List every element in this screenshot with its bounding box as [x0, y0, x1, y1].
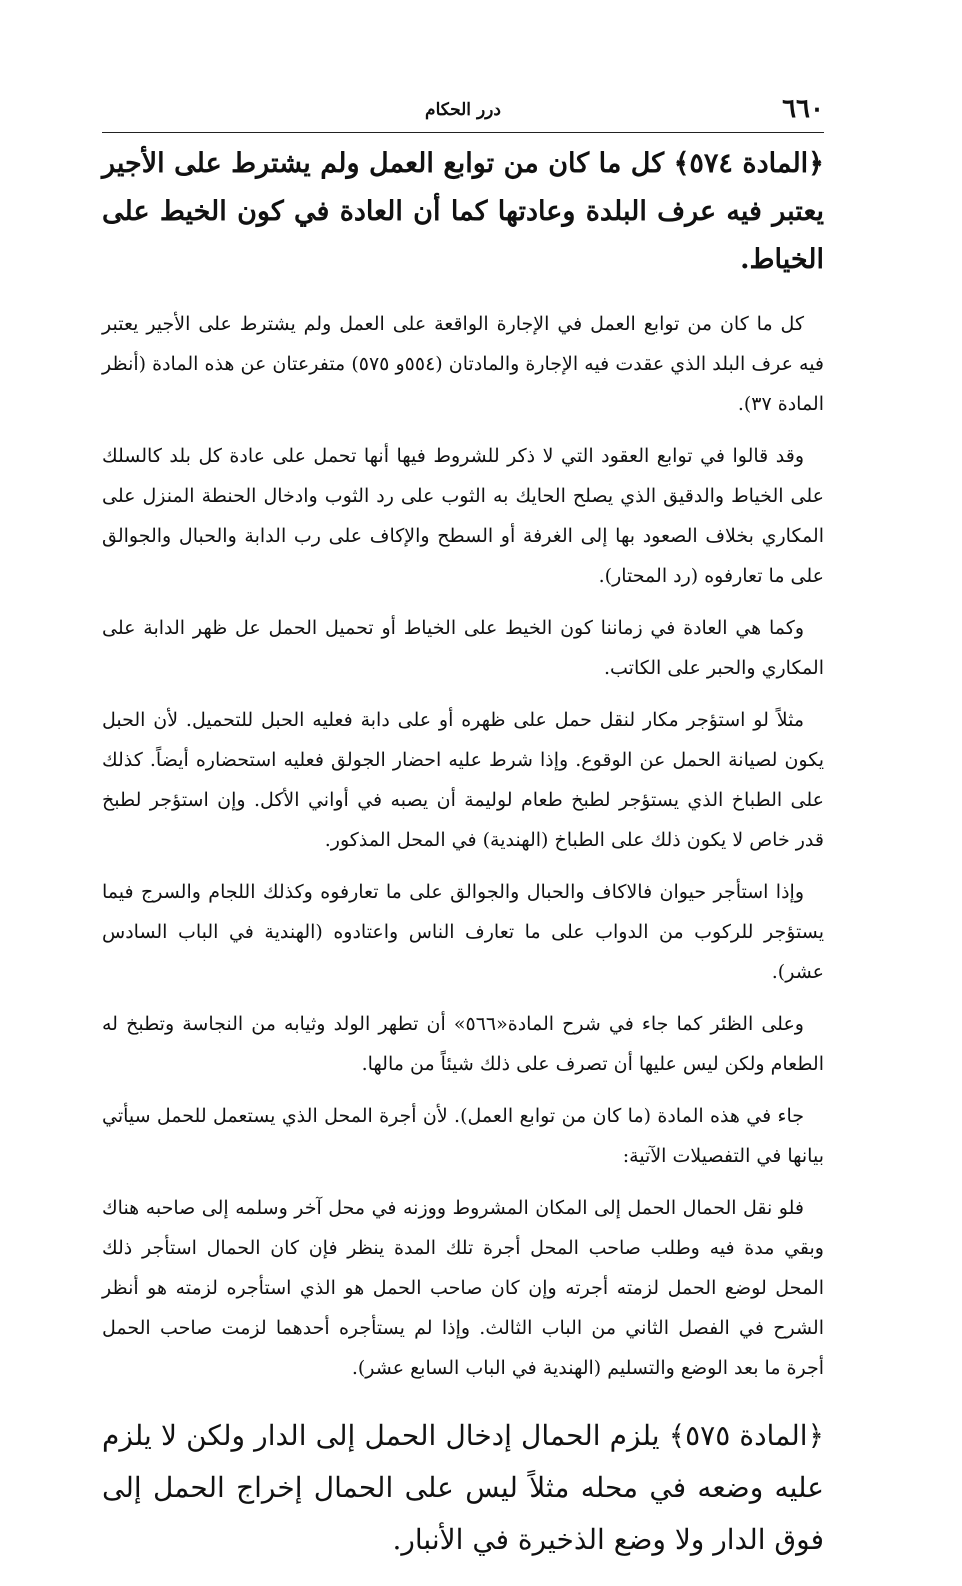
- article-575: ﴿المادة ٥٧٥﴾ يلزم الحمال إدخال الحمل إلى الدار ولكن لا يلزم عليه وضعه في محله مثلاً ليس على الحمال إخراج الحمل إلى فوق الدار ولا وضع الذخيرة في الأنبار.: [102, 1419, 824, 1556]
- paragraph: كل ما كان من توابع العمل في الإجارة الواقعة على العمل ولم يشترط على الأجير يعتبر فيه عرف البلد الذي عقدت فيه الإجارة والمادتان (٥٥٤و ٥٧٥) متفرعتان عن هذه المادة (أنظر المادة ٣٧).: [102, 313, 825, 415]
- page-header: [102, 92, 824, 133]
- paragraph: وإذا استأجر حيوان فالاكاف والحبال والجوالق على ما تعارفوه وكذلك اللجام والسرج فيما يستؤجر للركوب من الدواب على ما تعارف الناس واعتادوه (الهندية في الباب السادس عشر).: [102, 881, 824, 983]
- paragraph: وقد قالوا في توابع العقود التي لا ذكر للشروط فيها أنها تحمل على عادة كل بلد كالسلك على الخياط والدقيق الذي يصلح الحايك به الثوب على رد الثوب وادخال الحنطة المنزل على المكاري بخلاف الصعود بها إلى الغرفة أو السطح والإكاف على رب الدابة والحبال والجوالق على ما تعارفوه (رد المحتار).: [102, 445, 824, 587]
- page-body: [102, 140, 824, 1586]
- paragraph: مثلاً لو استؤجر مكار لنقل حمل على ظهره أو على دابة فعليه الحبل للتحميل. لأن الحبل يكون لصيانة الحمل عن الوقوع. وإذا شرط عليه احضار الجولق فعليه استحضاره أيضاً. كذلك على الطباخ الذي يستؤجر لطبخ طعام لوليمة أن يصبه في أواني الأكل. وإن استؤجر لطبخ قدر خاص لا يكون ذلك على الطباخ (الهندية) في المحل المذكور.: [102, 709, 824, 851]
- article-574: ﴿المادة ٥٧٤﴾ كل ما كان من توابع العمل ولم يشترط على الأجير يعتبر فيه عرف البلدة وعادتها كما أن العادة في كون الخيط على الخياط.: [102, 148, 824, 275]
- paragraph: فلو نقل الحمال الحمل إلى المكان المشروط ووزنه في محل آخر وسلمه إلى صاحبه هناك وبقي مدة فيه وطلب صاحب المحل أجرة تلك المدة ينظر فإن كان الحمال استأجر ذلك المحل لوضع الحمل لزمته أجرته وإن كان صاحب الحمل هو الذي استأجره لزمته هو أنظر الشرح في الفصل الثاني من الباب الثالث. وإذا لم يستأجره أحدهما لزمت صاحب الحمل أجرة ما بعد الوضع والتسليم (الهندية في الباب السابع عشر).: [102, 1197, 824, 1379]
- paragraph: وكما هي العادة في زماننا كون الخيط على الخياط أو تحميل الحمل عل ظهر الدابة على المكاري والحبر على الكاتب.: [102, 617, 824, 679]
- page-number: ٦٦٠: [782, 94, 824, 124]
- running-title: درر الحكام: [425, 100, 501, 120]
- paragraph: جاء في هذه المادة (ما كان من توابع العمل). لأن أجرة المحل الذي يستعمل للحمل سيأتي بيانها في التفصيلات الآتية:: [102, 1105, 824, 1167]
- paragraph: وعلى الظئر كما جاء في شرح المادة«٥٦٦» أن تطهر الولد وثيابه من النجاسة وتطبخ له الطعام ولكن ليس عليها أن تصرف على ذلك شيئاً من مالها.: [102, 1013, 824, 1075]
